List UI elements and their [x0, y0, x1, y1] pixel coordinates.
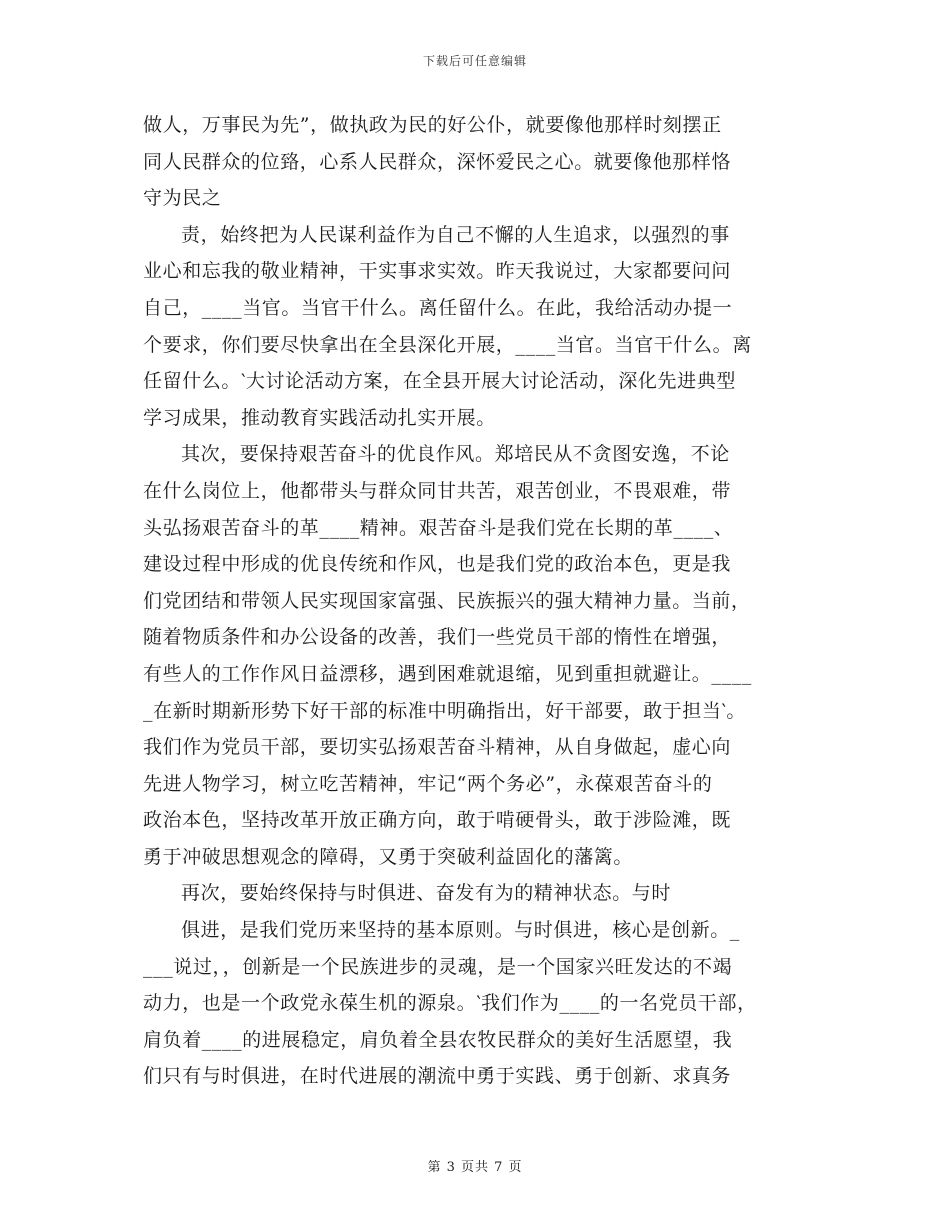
- paragraph-start: 其次，要保持艰苦奋斗的优良作风。郑培民从不贪图安逸，不论: [181, 443, 730, 466]
- text-line: 守为民之: [143, 187, 222, 210]
- text-line: 有些人的工作作风日益漂移，遇到困难就退缩，见到重担就避让。____: [143, 662, 752, 685]
- text-line: 动力，也是一个政党永葆生机的源泉。‵我们作为____的一名党员干部，: [143, 992, 757, 1015]
- text-line: 个要求，你们要尽快拿出在全县深化开展，____当官。当官干什么。离: [143, 333, 752, 356]
- page-header: 下载后可任意编辑: [422, 54, 527, 68]
- text-line: 自己，____当官。当官干什么。离任留什么。在此，我给活动办提一: [143, 296, 733, 319]
- text-line: 头弘扬艰苦奋斗的革____精神。艰苦奋斗是我们党在长期的革____、: [143, 516, 734, 539]
- text-line: 随着物质条件和办公设备的改善，我们一些党员干部的惰性在增强，: [143, 626, 732, 649]
- page-number: 第 3 页共 7 页: [427, 1160, 523, 1175]
- text-line: 先进人物学习，树立吃苦精神，牢记“两个务必”，永葆艰苦奋斗的: [143, 772, 713, 795]
- paragraph-start: 再次，要始终保持与时俱进、奋发有为的精神状态。与时: [181, 882, 672, 905]
- paragraph-start: 责，始终把为人民谋利益作为自己不懈的人生追求，以强烈的事: [181, 223, 730, 246]
- text-line: 肩负着____的进展稳定，肩负着全县农牧民群众的美好生活愿望，我: [143, 1028, 733, 1051]
- text-line: 政治本色，坚持改革开放正确方向，敢于啃硬骨头，敢于涉险滩，既: [143, 809, 732, 832]
- text-line: 在什么岗位上，他都带头与群众同甘共苦，艰苦创业，不畏艰难，带: [143, 479, 732, 502]
- text-line: 业心和忘我的敬业精神，干实事求实效。昨天我说过，大家都要问问: [143, 260, 732, 283]
- text-line: 勇于冲破思想观念的障碍，又勇于突破利益固化的藩篱。: [143, 845, 634, 868]
- paragraph-start: 俱进，是我们党历来坚持的基本原则。与时俱进，核心是创新。_: [181, 919, 740, 942]
- document-body: [143, 107, 808, 1095]
- text-line: _在新时期新形势下好干部的标准中明确指出，好干部要，敢于担当‵。: [143, 699, 747, 722]
- text-line: ___说过，，创新是一个民族进步的灵魂，是一个国家兴旺发达的不竭: [143, 955, 733, 978]
- text-line: 任留什么。‵大讨论活动方案，在全县开展大讨论活动，深化先进典型: [143, 370, 736, 393]
- text-line: 们党团结和带领人民实现国家富强、民族振兴的强大精神力量。当前，: [143, 589, 751, 612]
- text-line: 们只有与时俱进，在时代进展的潮流中勇于实践、勇于创新、求真务: [143, 1065, 732, 1088]
- text-line: 建设过程中形成的优良传统和作风，也是我们党的政治本色，更是我: [143, 553, 732, 576]
- text-line: 学习成果，推动教育实践活动扎实开展。: [143, 406, 496, 429]
- text-line: 同人民群众的位臵，心系人民群众，深怀爱民之心。就要像他那样恪: [143, 150, 732, 173]
- text-line: 我们作为党员干部，要切实弘扬艰苦奋斗精神，从自身做起，虚心向: [143, 736, 732, 759]
- text-line: 做人，万事民为先”，做执政为民的好公仆，就要像他那样时刻摆正: [143, 114, 722, 136]
